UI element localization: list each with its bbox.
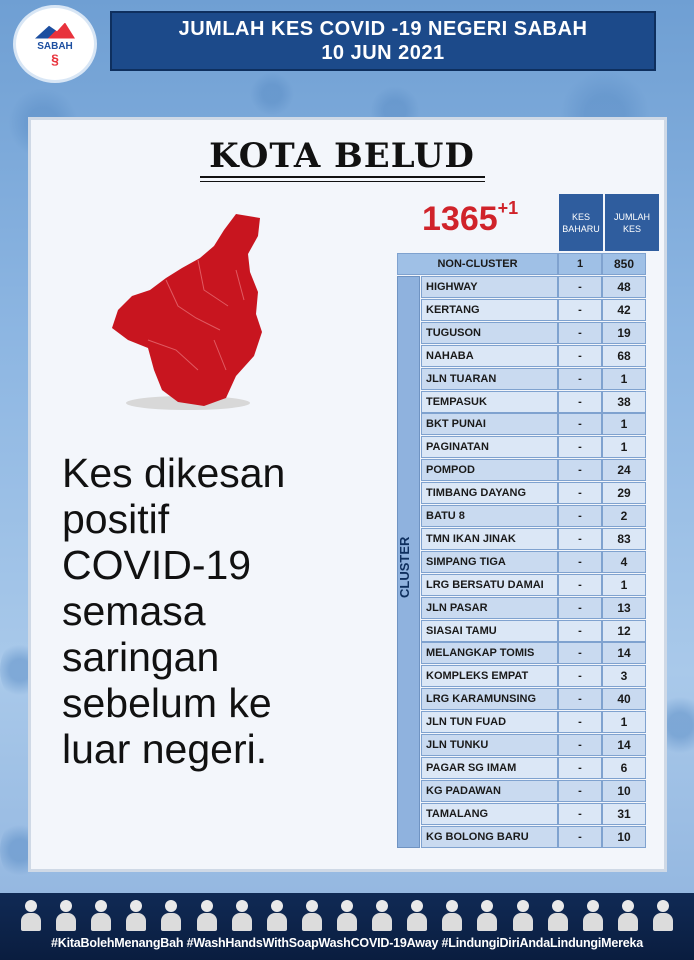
cluster-name: PAGAR SG IMAM <box>421 757 558 779</box>
map-shape <box>112 214 262 406</box>
cluster-name: TEMPASUK <box>421 391 558 413</box>
cluster-new-cases: - <box>558 803 602 825</box>
cluster-name: LRG BERSATU DAMAI <box>421 574 558 596</box>
cluster-total-cases: 1 <box>602 436 646 458</box>
table-row <box>421 734 646 756</box>
page-header <box>110 11 656 71</box>
district-map <box>108 210 268 415</box>
non-cluster-row <box>397 253 646 275</box>
cluster-name: KERTANG <box>421 299 558 321</box>
cluster-total-cases: 68 <box>602 345 646 367</box>
cluster-new-cases: - <box>558 597 602 619</box>
col-header-total <box>605 194 659 251</box>
table-row <box>421 276 646 298</box>
cluster-new-cases: - <box>558 826 602 848</box>
cluster-total-cases: 24 <box>602 459 646 481</box>
table-row <box>421 803 646 825</box>
cluster-total-cases: 6 <box>602 757 646 779</box>
cluster-new-cases: - <box>558 711 602 733</box>
cluster-total-cases: 10 <box>602 826 646 848</box>
cluster-new-cases: - <box>558 299 602 321</box>
person-icon <box>20 898 42 932</box>
table-row <box>421 597 646 619</box>
logo-text: SABAH <box>37 40 73 52</box>
cluster-name: NAHABA <box>421 345 558 367</box>
cluster-name: PAGINATAN <box>421 436 558 458</box>
message-line: COVID-19 <box>62 542 252 588</box>
cluster-total-cases: 29 <box>602 482 646 504</box>
cluster-new-cases: - <box>558 757 602 779</box>
cluster-total-cases: 4 <box>602 551 646 573</box>
cluster-new-cases: - <box>558 322 602 344</box>
cluster-new-cases: - <box>558 551 602 573</box>
title-underline <box>200 176 485 178</box>
non-cluster-total: 850 <box>602 253 646 275</box>
cluster-total-cases: 31 <box>602 803 646 825</box>
frontliner-icons <box>20 898 674 934</box>
table-row <box>421 642 646 664</box>
table-row <box>421 551 646 573</box>
cluster-name: TAMALANG <box>421 803 558 825</box>
non-cluster-new: 1 <box>558 253 602 275</box>
cluster-new-cases: - <box>558 482 602 504</box>
cluster-total-cases: 1 <box>602 413 646 435</box>
cluster-new-cases: - <box>558 688 602 710</box>
person-icon <box>406 898 428 932</box>
cluster-name: POMPOD <box>421 459 558 481</box>
cluster-total-cases: 1 <box>602 711 646 733</box>
table-row <box>421 345 646 367</box>
cluster-new-cases: - <box>558 665 602 687</box>
header-title: JUMLAH KES COVID -19 NEGERI SABAH <box>178 18 588 40</box>
cluster-name: SIASAI TAMU <box>421 620 558 642</box>
cluster-total-cases: 48 <box>602 276 646 298</box>
cluster-name: JLN TUN FUAD <box>421 711 558 733</box>
table-row <box>421 688 646 710</box>
person-icon <box>231 898 253 932</box>
person-icon <box>266 898 288 932</box>
person-icon <box>476 898 498 932</box>
table-row <box>421 322 646 344</box>
message-line: luar negeri. <box>62 726 268 772</box>
table-row <box>421 620 646 642</box>
cluster-total-cases: 12 <box>602 620 646 642</box>
cluster-name: KG BOLONG BARU <box>421 826 558 848</box>
table-row <box>421 413 646 435</box>
cluster-total-cases: 2 <box>602 505 646 527</box>
message-line: sebelum ke <box>62 680 272 726</box>
cluster-new-cases: - <box>558 436 602 458</box>
cluster-name: BATU 8 <box>421 505 558 527</box>
cluster-total-cases: 14 <box>602 734 646 756</box>
cluster-name: JLN TUNKU <box>421 734 558 756</box>
person-icon <box>160 898 182 932</box>
cluster-label: CLUSTER <box>397 536 412 598</box>
header-date: 10 JUN 2021 <box>321 42 445 64</box>
cluster-new-cases: - <box>558 391 602 413</box>
col-header-new <box>559 194 603 251</box>
message-line: semasa <box>62 588 206 634</box>
total-cases-value: 1365 <box>422 200 498 238</box>
virus-decoration <box>250 72 294 116</box>
table-row <box>421 665 646 687</box>
cluster-new-cases: - <box>558 734 602 756</box>
total-cases <box>422 200 518 239</box>
cluster-total-cases: 1 <box>602 368 646 390</box>
cluster-new-cases: - <box>558 413 602 435</box>
title-underline <box>200 181 485 182</box>
non-cluster-name: NON-CLUSTER <box>397 253 558 275</box>
person-icon <box>441 898 463 932</box>
cluster-name: JLN TUARAN <box>421 368 558 390</box>
cluster-new-cases: - <box>558 345 602 367</box>
cluster-total-cases: 19 <box>602 322 646 344</box>
table-row <box>421 391 646 413</box>
district-title: KOTA BELUD <box>209 136 475 176</box>
message-line: saringan <box>62 634 220 680</box>
mountain-icon <box>35 23 75 39</box>
person-icon <box>617 898 639 932</box>
cluster-total-cases: 83 <box>602 528 646 550</box>
cluster-name: TMN IKAN JINAK <box>421 528 558 550</box>
person-icon <box>371 898 393 932</box>
person-icon <box>582 898 604 932</box>
cluster-total-cases: 38 <box>602 391 646 413</box>
person-icon <box>301 898 323 932</box>
cluster-new-cases: - <box>558 505 602 527</box>
table-row <box>421 459 646 481</box>
person-icon <box>90 898 112 932</box>
table-row <box>421 505 646 527</box>
cluster-name: TIMBANG DAYANG <box>421 482 558 504</box>
person-icon <box>55 898 77 932</box>
cluster-name: KG PADAWAN <box>421 780 558 802</box>
person-icon <box>652 898 674 932</box>
cluster-name: TUGUSON <box>421 322 558 344</box>
cluster-total-cases: 40 <box>602 688 646 710</box>
cluster-total-cases: 13 <box>602 597 646 619</box>
table-row <box>421 757 646 779</box>
table-row <box>421 780 646 802</box>
person-icon <box>196 898 218 932</box>
person-icon <box>125 898 147 932</box>
footer-hashtags: #KitaBolehMenangBah #WashHandsWithSoapWashCOVID-19Away #LindungiDiriAndaLindungiMereka <box>50 936 644 950</box>
table-row <box>421 299 646 321</box>
cluster-new-cases: - <box>558 642 602 664</box>
message-line: positif <box>62 496 170 542</box>
person-icon <box>336 898 358 932</box>
cluster-total-cases: 14 <box>602 642 646 664</box>
logo-s-icon: § <box>51 50 59 67</box>
col-header-new-label: KES BAHARU <box>562 211 600 234</box>
cluster-total-cases: 42 <box>602 299 646 321</box>
cluster-new-cases: - <box>558 574 602 596</box>
cluster-new-cases: - <box>558 780 602 802</box>
cluster-total-cases: 10 <box>602 780 646 802</box>
table-row <box>421 711 646 733</box>
message-line: Kes dikesan <box>62 450 286 496</box>
person-icon <box>547 898 569 932</box>
cluster-name: JLN PASAR <box>421 597 558 619</box>
cluster-new-cases: - <box>558 459 602 481</box>
cluster-name: KOMPLEKS EMPAT <box>421 665 558 687</box>
cluster-name: SIMPANG TIGA <box>421 551 558 573</box>
table-row <box>421 482 646 504</box>
table-row <box>421 368 646 390</box>
table-row <box>421 436 646 458</box>
cluster-new-cases: - <box>558 276 602 298</box>
table-row <box>421 528 646 550</box>
cluster-name: BKT PUNAI <box>421 413 558 435</box>
cluster-total-cases: 3 <box>602 665 646 687</box>
sabah-health-logo <box>16 8 94 80</box>
table-row <box>421 826 646 848</box>
cluster-name: MELANGKAP TOMIS <box>421 642 558 664</box>
cluster-name: LRG KARAMUNSING <box>421 688 558 710</box>
table-row <box>421 574 646 596</box>
message-text <box>62 450 392 772</box>
col-header-total-label: JUMLAH KES <box>613 211 650 234</box>
cluster-name: HIGHWAY <box>421 276 558 298</box>
cluster-new-cases: - <box>558 620 602 642</box>
new-cases-superscript: +1 <box>497 198 519 218</box>
cluster-new-cases: - <box>558 528 602 550</box>
cluster-total-cases: 1 <box>602 574 646 596</box>
person-icon <box>512 898 534 932</box>
cluster-new-cases: - <box>558 368 602 390</box>
